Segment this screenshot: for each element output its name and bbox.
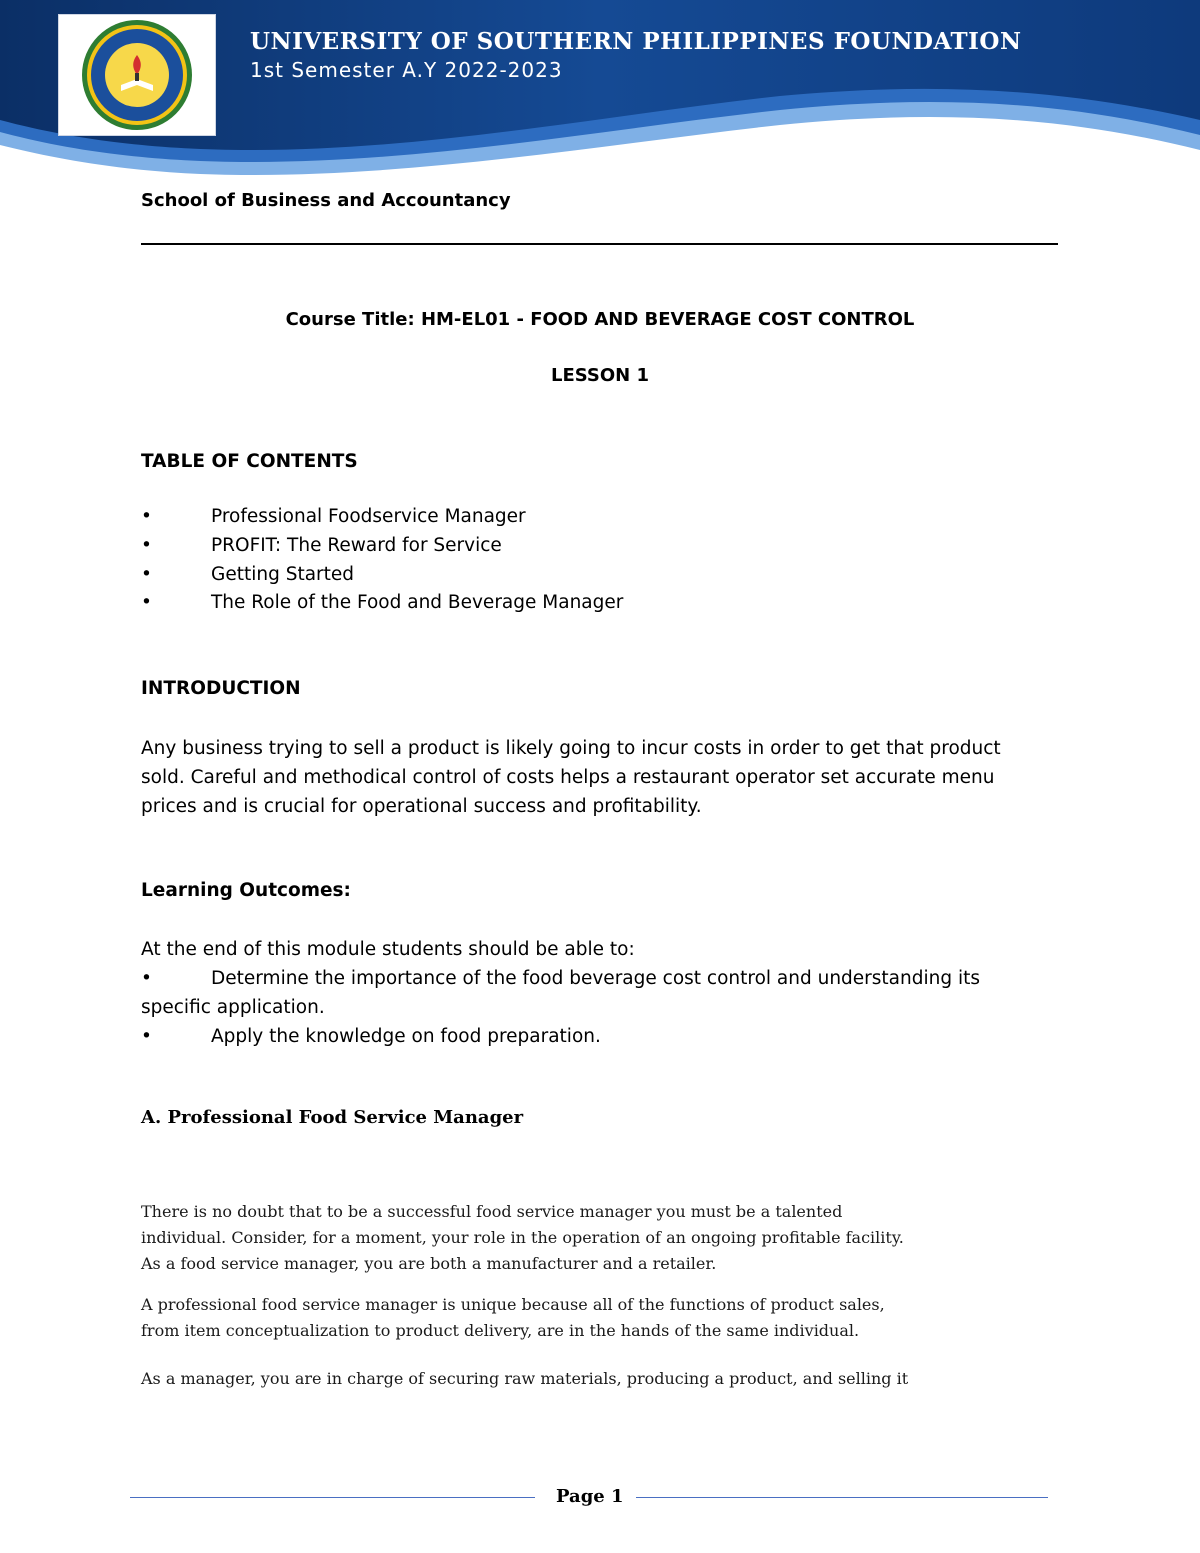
bullet: • [141, 968, 152, 989]
outcome-text: specific application. [141, 997, 325, 1018]
footer-rule-left [130, 1497, 535, 1498]
bullet: • [141, 506, 152, 527]
bullet: • [141, 564, 152, 585]
toc-item [141, 564, 354, 585]
school-name: School of Business and Accountancy [141, 190, 511, 211]
divider [141, 243, 1058, 245]
section-a-paragraph-1 [141, 1199, 971, 1277]
text-line: sold. Careful and methodical control of costs helps a restaurant operator set accurate menu [141, 767, 995, 788]
university-seal-icon [59, 15, 215, 135]
introduction-heading: INTRODUCTION [141, 678, 301, 699]
outcome-text: Apply the knowledge on food preparation. [211, 1026, 601, 1047]
section-a-paragraph-2 [141, 1292, 971, 1344]
toc-item-label: PROFIT: The Reward for Service [211, 535, 502, 556]
bullet: • [141, 1026, 152, 1047]
toc-item [141, 535, 502, 556]
outcome-item [141, 1022, 1041, 1051]
text-line: At the end of this module students should be able to: [141, 939, 635, 960]
learning-outcomes-list [141, 935, 1041, 1051]
text-line: prices and is crucial for operational success and profitability. [141, 796, 702, 817]
university-name: UNIVERSITY OF SOUTHERN PHILIPPINES FOUNDATION [250, 28, 1022, 55]
bullet: • [141, 592, 152, 613]
outcome-text: Determine the importance of the food beverage cost control and understanding its [211, 968, 980, 989]
course-title: Course Title: HM-EL01 - FOOD AND BEVERAGE COST CONTROL [285, 309, 915, 330]
footer-rule-right [636, 1497, 1048, 1498]
learning-outcomes-heading: Learning Outcomes: [141, 880, 351, 901]
section-a-heading: A. Professional Food Service Manager [141, 1107, 524, 1128]
toc-item [141, 506, 526, 527]
text-line: individual. Consider, for a moment, your role in the operation of an ongoing profitable facility. [141, 1228, 904, 1247]
text-line: There is no doubt that to be a successful food service manager you must be a talented [141, 1202, 843, 1221]
bullet: • [141, 535, 152, 556]
toc-heading: TABLE OF CONTENTS [141, 451, 358, 472]
section-a-paragraph-3 [141, 1366, 971, 1392]
semester-label: 1st Semester A.Y 2022-2023 [250, 58, 563, 82]
text-line: from item conceptualization to product delivery, are in the hands of the same individual. [141, 1321, 860, 1340]
introduction-paragraph [141, 734, 1041, 821]
toc-item [141, 592, 623, 613]
outcome-item [141, 964, 1041, 993]
text-line: Any business trying to sell a product is likely going to incur costs in order to get that product [141, 738, 1001, 759]
text-line: As a food service manager, you are both a manufacturer and a retailer. [141, 1254, 717, 1273]
page-number: Page 1 [556, 1486, 624, 1507]
toc-item-label: The Role of the Food and Beverage Manager [211, 592, 624, 613]
toc-item-label: Professional Foodservice Manager [211, 506, 526, 527]
toc-item-label: Getting Started [211, 564, 355, 585]
text-line: A professional food service manager is unique because all of the functions of product sales, [141, 1295, 885, 1314]
text-line: As a manager, you are in charge of securing raw materials, producing a product, and selling it [141, 1369, 909, 1388]
lesson-title: LESSON 1 [550, 365, 650, 386]
university-seal-logo [58, 14, 216, 136]
